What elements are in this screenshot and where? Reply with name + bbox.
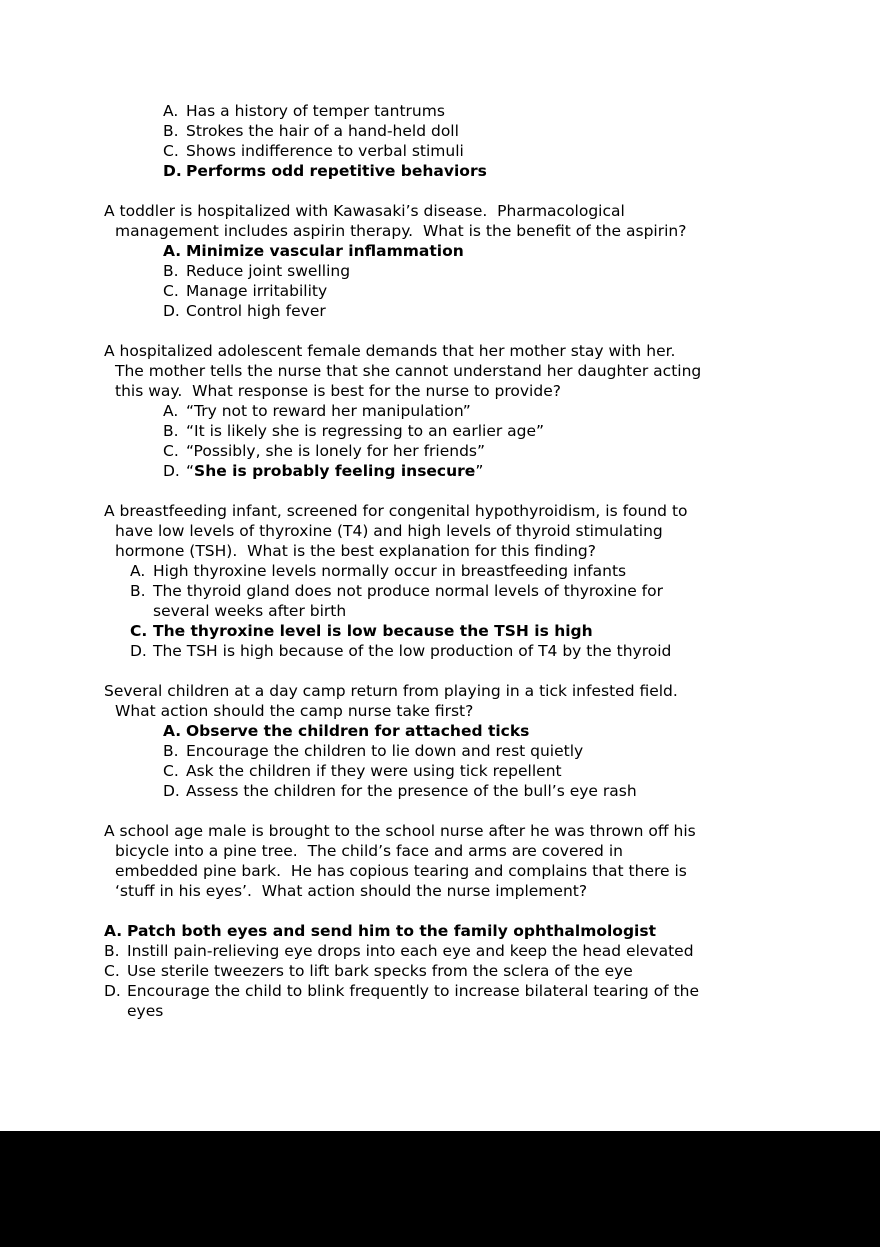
option-text: Has a history of temper tantrums [186, 102, 445, 120]
answer-option [163, 781, 774, 801]
option-letter: A. [163, 722, 182, 740]
options-list [104, 921, 774, 1021]
option-text: Performs odd repetitive behaviors [186, 162, 487, 180]
option-letter: D. [163, 462, 180, 480]
option-text: Manage irritability [186, 282, 328, 300]
option-text: Use sterile tweezers to lift bark specks from the sclera of the eye [127, 962, 633, 980]
answer-option [163, 441, 774, 461]
option-text: “Try not to reward her manipulation” [186, 402, 471, 420]
option-letter: C. [104, 962, 120, 980]
option-text: Observe the children for attached ticks [186, 722, 530, 740]
stem-line: hormone (TSH). What is the best explanation for this finding? [115, 542, 596, 560]
option-letter: A. [104, 922, 123, 940]
option-text: The TSH is high because of the low production of T4 by the thyroid [153, 642, 672, 660]
stem-line: A school age male is brought to the school nurse after he was thrown off his [104, 822, 696, 840]
option-letter: D. [104, 982, 121, 1000]
question-block [104, 501, 774, 661]
option-letter: D. [163, 302, 180, 320]
option-letter: C. [163, 762, 179, 780]
option-letter: B. [163, 742, 179, 760]
option-text: Assess the children for the presence of the bull’s eye rash [186, 782, 637, 800]
option-text: The thyroxine level is low because the TSH is high [153, 622, 593, 640]
answer-option [130, 641, 774, 661]
option-text: Patch both eyes and send him to the family ophthalmologist [127, 922, 656, 940]
option-text: Reduce joint swelling [186, 262, 351, 280]
option-text: Encourage the child to blink frequently to increase bilateral tearing of the eyes [127, 982, 700, 1020]
options-list [163, 721, 774, 801]
answer-option [163, 401, 774, 421]
question-block [104, 821, 774, 1021]
stem-line: have low levels of thyroxine (T4) and high levels of thyroid stimulating [115, 522, 663, 540]
stem-line: embedded pine bark. He has copious tearing and complains that there is [115, 862, 687, 880]
option-text: Shows indifference to verbal stimuli [186, 142, 464, 160]
options-list [163, 401, 774, 481]
stem-line: management includes aspirin therapy. What is the benefit of the aspirin? [115, 222, 687, 240]
answer-option [163, 741, 774, 761]
stem-line: The mother tells the nurse that she cannot understand her daughter acting [115, 362, 702, 380]
answer-option [104, 961, 774, 981]
stem-line: ‘stuff in his eyes’. What action should the nurse implement? [115, 882, 588, 900]
question-block [104, 341, 774, 481]
answer-option [104, 981, 774, 1021]
options-list [163, 101, 774, 181]
option-text: Ask the children if they were using tick repellent [186, 762, 562, 780]
question-block [104, 201, 774, 321]
answer-option [163, 141, 774, 161]
question-stem [104, 821, 774, 901]
option-letter: C. [163, 142, 179, 160]
answer-option [130, 561, 774, 581]
question-stem [104, 341, 774, 401]
answer-option [130, 581, 774, 621]
question-stem [104, 681, 774, 721]
option-letter: B. [163, 422, 179, 440]
stem-line: this way. What response is best for the nurse to provide? [115, 382, 561, 400]
option-text: Encourage the children to lie down and rest quietly [186, 742, 584, 760]
option-text [186, 461, 774, 481]
answer-option [163, 421, 774, 441]
answer-option [104, 941, 774, 961]
answer-option [163, 241, 774, 261]
option-text-segment: “ [186, 462, 195, 480]
option-text: The thyroid gland does not produce normal levels of thyroxine for several weeks after birth [153, 582, 663, 620]
answer-option [163, 161, 774, 181]
stem-line: A toddler is hospitalized with Kawasaki’s disease. Pharmacological [104, 202, 625, 220]
stem-line: bicycle into a pine tree. The child’s face and arms are covered in [115, 842, 623, 860]
option-text-segment: ” [475, 462, 484, 480]
option-text: High thyroxine levels normally occur in breastfeeding infants [153, 562, 627, 580]
stem-line: A hospitalized adolescent female demands that her mother stay with her. [104, 342, 676, 360]
question-stem [104, 201, 774, 241]
stem-line: A breastfeeding infant, screened for congenital hypothyroidism, is found to [104, 502, 688, 520]
answer-option [163, 301, 774, 321]
option-letter: A. [163, 402, 179, 420]
option-text: “It is likely she is regressing to an earlier age” [186, 422, 545, 440]
answer-option [163, 121, 774, 141]
option-text: Minimize vascular inflammation [186, 242, 464, 260]
answer-option [163, 761, 774, 781]
option-letter: C. [163, 442, 179, 460]
answer-option [130, 621, 774, 641]
answer-option [163, 461, 774, 481]
option-text: Instill pain-relieving eye drops into each eye and keep the head elevated [127, 942, 694, 960]
option-letter: A. [130, 562, 146, 580]
answer-option [163, 101, 774, 121]
answer-option [163, 281, 774, 301]
options-list [163, 241, 774, 321]
option-text-bold-segment: She is probably feeling insecure [194, 462, 476, 480]
stem-line: What action should the camp nurse take first? [115, 702, 474, 720]
option-text: Strokes the hair of a hand-held doll [186, 122, 459, 140]
option-letter: D. [163, 782, 180, 800]
option-letter: A. [163, 242, 182, 260]
options-list [130, 561, 774, 661]
option-letter: B. [163, 122, 179, 140]
option-letter: A. [163, 102, 179, 120]
option-letter: D. [130, 642, 147, 660]
question-stem [104, 501, 774, 561]
page-bottom-background [0, 1131, 880, 1247]
option-letter: B. [163, 262, 179, 280]
stem-line: Several children at a day camp return from playing in a tick infested field. [104, 682, 678, 700]
option-text: “Possibly, she is lonely for her friends” [186, 442, 486, 460]
question-block [104, 101, 774, 181]
option-letter: C. [163, 282, 179, 300]
option-letter: B. [130, 582, 146, 600]
answer-option [163, 721, 774, 741]
option-text: Control high fever [186, 302, 326, 320]
option-letter: B. [104, 942, 120, 960]
answer-option [104, 921, 774, 941]
answer-option [163, 261, 774, 281]
option-letter: D. [163, 162, 182, 180]
option-letter: C. [130, 622, 148, 640]
question-block [104, 681, 774, 801]
